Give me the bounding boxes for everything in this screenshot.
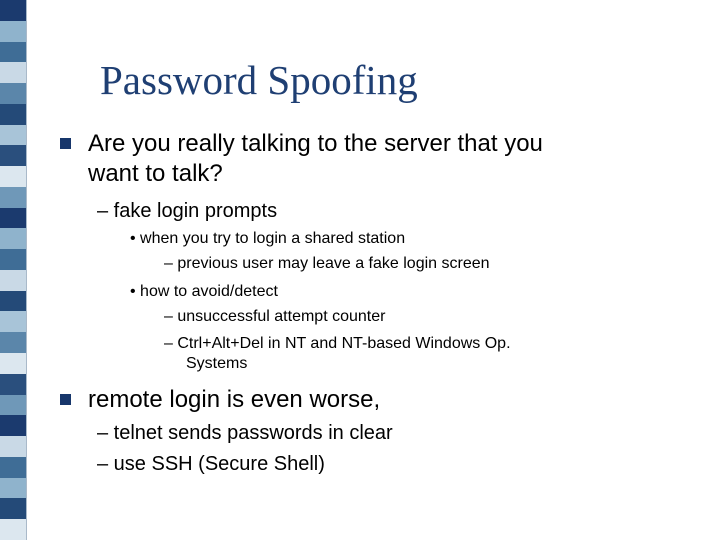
strip-cell: [0, 145, 26, 166]
strip-cell: [0, 62, 26, 83]
strip-cell: [0, 291, 26, 312]
strip-cell: [0, 415, 26, 436]
square-bullet-icon: [60, 138, 71, 149]
point-1-line-2: want to talk?: [88, 160, 223, 187]
square-bullet-icon: [60, 394, 71, 405]
strip-cell: [0, 104, 26, 125]
point-2-line-1: remote login is even worse,: [88, 386, 381, 413]
strip-cell: [0, 478, 26, 499]
strip-cell: [0, 125, 26, 146]
strip-cell: [0, 436, 26, 457]
strip-cell: [0, 374, 26, 395]
strip-cell: [0, 228, 26, 249]
strip-cell: [0, 187, 26, 208]
detail-avoid-detect: • how to avoid/detect: [130, 283, 278, 300]
decorative-color-strip: [0, 0, 26, 540]
detail-previous-user: – previous user may leave a fake login screen: [164, 255, 490, 272]
strip-cell: [0, 83, 26, 104]
strip-cell: [0, 311, 26, 332]
strip-cell: [0, 519, 26, 540]
strip-cell: [0, 208, 26, 229]
detail-shared-station: • when you try to login a shared station: [130, 230, 406, 247]
strip-cell: [0, 166, 26, 187]
strip-cell: [0, 353, 26, 374]
detail-ctrl-alt-del: – Ctrl+Alt+Del in NT and NT-based Windows Op.: [164, 335, 511, 352]
detail-attempt-counter: – unsuccessful attempt counter: [164, 308, 386, 325]
sub-point-fake-login: – fake login prompts: [97, 200, 278, 222]
strip-divider: [26, 0, 27, 540]
strip-cell: [0, 332, 26, 353]
strip-cell: [0, 457, 26, 478]
sub-point-ssh: – use SSH (Secure Shell): [97, 453, 325, 475]
slide-title: Password Spoofing: [100, 57, 418, 103]
detail-systems: Systems: [186, 355, 248, 372]
strip-cell: [0, 42, 26, 63]
point-1-line-1: Are you really talking to the server that you: [88, 130, 543, 157]
strip-cell: [0, 270, 26, 291]
strip-cell: [0, 249, 26, 270]
sub-point-telnet: – telnet sends passwords in clear: [97, 422, 393, 444]
strip-cell: [0, 498, 26, 519]
strip-cell: [0, 395, 26, 416]
strip-cell: [0, 0, 26, 21]
strip-cell: [0, 21, 26, 42]
